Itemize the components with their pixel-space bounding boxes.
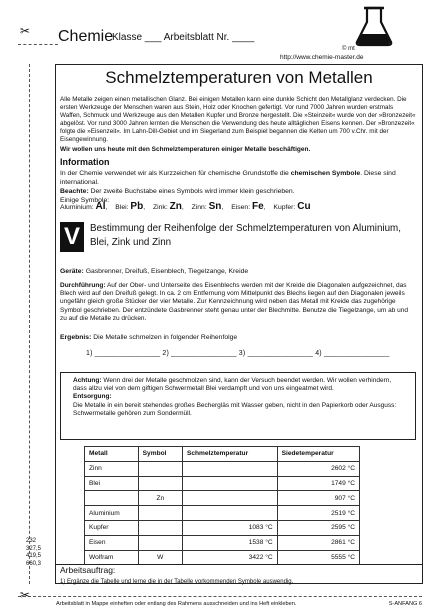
table-cell: Zn: [138, 491, 182, 506]
column-header: Schmelztemperatur: [182, 447, 277, 462]
table-cell: Kupfer: [85, 520, 139, 535]
symbol-entry: Zink: Zn,: [152, 201, 184, 212]
arbeitsauftrag-heading: Arbeitsauftrag:: [60, 565, 116, 575]
table-row: [85, 520, 360, 535]
table-cell: 907 °C: [277, 491, 359, 506]
table-row: [85, 506, 360, 521]
scissors-icon: ✂: [20, 24, 31, 38]
side-code: 327,5: [26, 545, 42, 552]
information-body: [60, 169, 416, 205]
table-cell: 1083 °C: [182, 520, 277, 535]
symbol-entry: [273, 201, 311, 212]
table-cell: Eisen: [85, 535, 139, 550]
table-row: [85, 550, 360, 565]
cut-line-bottom: [18, 596, 422, 597]
klasse-line: Klasse ___ Arbeitsblatt Nr. ____: [112, 32, 255, 43]
element-name: Blei:: [115, 204, 129, 211]
footer-code: S-ANFANG 6: [388, 601, 422, 607]
beachte-text: Der zweite Buchstabe eines Symbols wird immer klein geschrieben.: [88, 188, 295, 195]
copyright-mark: © mt: [342, 46, 355, 52]
table-cell: 5555 °C: [277, 550, 359, 565]
table-cell[interactable]: [138, 535, 182, 550]
table-cell[interactable]: [138, 461, 182, 476]
symbol-entry: Eisen: Fe,: [231, 201, 266, 212]
side-code: 660,3: [26, 560, 42, 567]
table-cell[interactable]: [182, 491, 277, 506]
element-name: Kupfer:: [273, 204, 296, 211]
table-cell[interactable]: [138, 520, 182, 535]
element-name: Aluminium:: [60, 204, 94, 211]
table-cell: 2602 °C: [277, 461, 359, 476]
table-cell: 1538 °C: [182, 535, 277, 550]
table-row: [85, 476, 360, 491]
order-answer-blanks[interactable]: 1) ________________ 2) ________________ 3) ________________ 4) ________________: [86, 350, 390, 357]
metals-table: [84, 446, 360, 565]
table-cell: 2519 °C: [277, 506, 359, 521]
table-cell: Wolfram: [85, 550, 139, 565]
table-cell: 3422 °C: [182, 550, 277, 565]
achtung-text: Wenn drei der Metalle geschmolzen sind, kann der Versuch beendet werden. Wir wollen verhindern, dass allzu viel von dem giftigen Schwermetall Blei verdampft und von uns eingeatmet wird.: [73, 377, 392, 393]
table-row: [85, 535, 360, 550]
column-header: Metall: [85, 447, 139, 462]
durch-label: Durchführung:: [60, 282, 106, 289]
symbol-list: [60, 201, 416, 212]
element-symbol: Zn: [169, 201, 182, 212]
intro-statement: Wir wollen uns heute mit den Schmelztemperaturen einiger Metalle beschäftigen.: [60, 146, 311, 153]
table-cell: 2595 °C: [277, 520, 359, 535]
table-cell: Aluminium: [85, 506, 139, 521]
table-row: [85, 461, 360, 476]
page-title: Schmelztemperaturen von Metallen: [105, 68, 373, 87]
source-url: http://www.chemie-master.de: [280, 54, 364, 61]
achtung-label: Achtung:: [73, 377, 102, 384]
element-symbol: Sn: [208, 201, 222, 212]
geraete-label: Geräte:: [60, 268, 84, 275]
arbeitsauftrag-item: 1) Ergänze die Tabelle und lerne die in der Tabelle vorkommenden Symbole auswendig.: [60, 579, 294, 585]
ergebnis-label: Ergebnis:: [60, 334, 92, 341]
table-cell: 1749 °C: [277, 476, 359, 491]
info-text: . Diese sind international.: [60, 170, 396, 186]
table-cell: 2861 °C: [277, 535, 359, 550]
table-cell[interactable]: [182, 461, 277, 476]
element-name: Eisen:: [231, 204, 251, 211]
table-cell: W: [138, 550, 182, 565]
table-cell[interactable]: [182, 476, 277, 491]
flask-icon: [352, 4, 396, 48]
subject-title: Chemie: [58, 28, 114, 45]
element-symbol: Fe: [251, 201, 264, 212]
symbol-entry: Blei: Pb,: [115, 201, 146, 212]
table-cell[interactable]: [182, 506, 277, 521]
einige-symbole-label: Einige Symbole:: [60, 197, 110, 204]
table-row: [85, 491, 360, 506]
element-name: Zink:: [152, 204, 168, 211]
element-symbol: Pb: [130, 201, 144, 212]
durch-text: Auf der Ober- und Unterseite des Eisenblechs werden mit der Kreide die Diagonalen aufgezeichnet, das Blech wird auf den Dreifuß gelegt. In ca. 2 cm Entfernung vom Mittelpunkt des Blechs liegen auf den Diagonalen jeweils ungefähr gleich große Stücker der vier Metalle. Zur Kennzeichnung wird neben das Metall mit Kreide das zugehörige Symbol geschrieben. Der entzündete Gasbrenner steht genau unter der Blechmitte. Benutze die Tiegelzange, um ab und zu auf die Metalle zu drücken.: [60, 282, 408, 322]
element-symbol: Cu: [297, 201, 311, 212]
column-header: Siedetemperatur: [277, 447, 359, 462]
side-code: 419,5: [26, 553, 42, 559]
intro-paragraph: Alle Metalle zeigen einen metallischen Glanz. Bei einigen Metallen kann eine dunkle Schicht den Metallglanz verdecken. Die ersten Werkzeuge der Menschen waren aus Stein, Holz oder Knochen gefertigt. Vor rund 7000 Jahren wurden erstmals Waffen, Schmuck und Werkzeuge aus den Metallen Kupfer und Bronze hergestellt. Die »Steinzeit« wurde von der »Bronzezeit« abgelöst. Vor rund 3000 Jahren lernten die Menschen die Verwendung des heute alltäglichen Eisens kennen. Der »Bronzezeit« folgte die »Eisenzeit«. Im Lahn-Dill-Gebiet und im Siegerland zum Beispiel begannen die Kelten um 700 v.Chr. mit der Eisengewinnung.: [60, 96, 416, 143]
symbol-entry: Aluminium: Al,: [60, 201, 108, 212]
beachte-label: Beachte:: [60, 188, 89, 195]
entsorgung-label: Entsorgung:: [73, 393, 112, 401]
warning-box: [60, 372, 416, 440]
info-text-bold: chemischen Symbole: [290, 170, 361, 177]
table-header-row: [85, 447, 360, 462]
ergebnis-text: Die Metalle schmelzen in folgender Reihenfolge: [91, 334, 238, 341]
ergebnis-line: [60, 334, 416, 341]
table-cell[interactable]: Blei: [85, 476, 139, 491]
side-code: 232: [26, 538, 37, 544]
footer: [56, 601, 422, 607]
symbol-entry: Zinn: Sn,: [191, 201, 224, 212]
table-cell[interactable]: Zinn: [85, 461, 139, 476]
information-heading: Information: [60, 157, 110, 167]
table-cell[interactable]: [138, 476, 182, 491]
column-header: Symbol: [138, 447, 182, 462]
durchfuehrung-paragraph: [60, 282, 416, 323]
geraete-line: [60, 268, 416, 275]
scissors-icon: ✂: [20, 588, 31, 602]
table-cell[interactable]: [85, 491, 139, 506]
element-symbol: Al: [95, 201, 106, 212]
side-codes: [26, 538, 41, 568]
cut-line-vertical: [29, 64, 30, 584]
entsorgung-text: Die Metalle in ein bereit stehendes großes Bechergläs mit Wasser geben, nicht in den Papierkorb oder Ausguss: Schwermetalle gehören zum Sondermüll.: [73, 401, 397, 417]
experiment-badge: V: [60, 222, 84, 252]
table-cell[interactable]: [138, 506, 182, 521]
experiment-title: Bestimmung der Reihenfolge der Schmelztemperaturen von Aluminium, Blei, Zink und Zinn: [90, 223, 401, 248]
info-text: In der Chemie verwendet wir als Kurzzeichen für chemische Grundstoffe die: [60, 170, 291, 177]
geraete-text: Gasbrenner, Dreifuß, Eisenblech, Tiegelzange, Kreide: [83, 268, 249, 275]
footer-instruction: Arbeitsblatt in Mappe einheften oder entlang des Rahmens ausschneiden und ins Heft einkleben.: [56, 601, 297, 607]
element-name: Zinn:: [191, 204, 207, 211]
